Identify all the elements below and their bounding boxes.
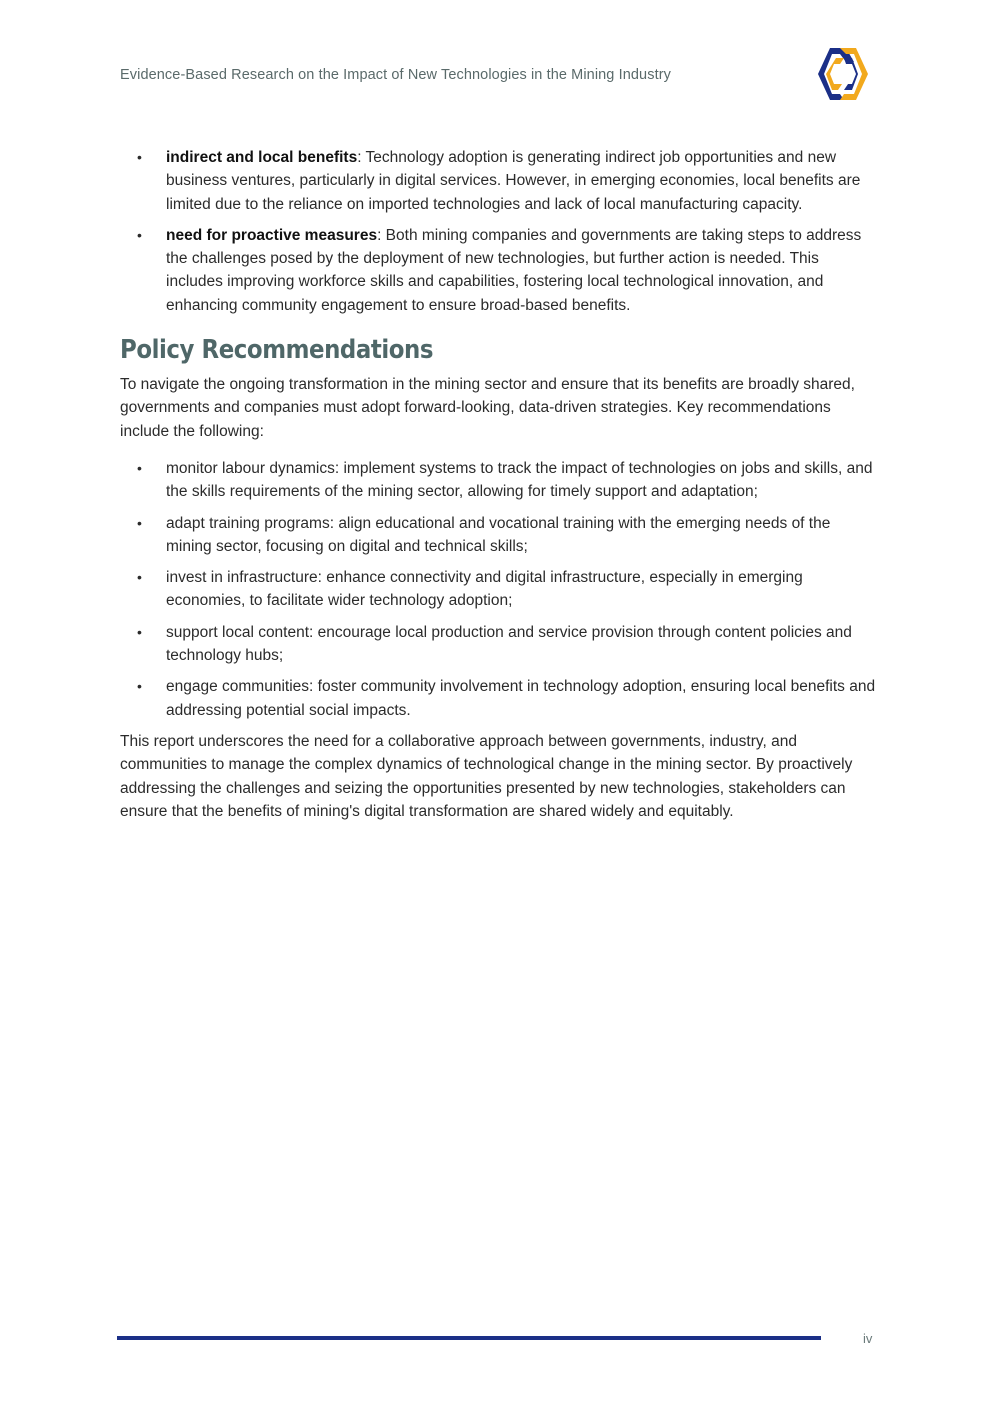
recommendation-item: • invest in infrastructure: enhance connectivity and digital infrastructure, especially in emerging economies, to facilitate wider technology adoption;: [120, 566, 880, 613]
findings-list: [120, 146, 880, 317]
bullet-icon: •: [137, 459, 142, 476]
finding-item: [120, 224, 880, 317]
finding-text: : Technology adoption is generating indirect job opportunities and new business ventures, particularly in digital services. However, in emerging economies, local benefits are limited due to the reliance on imported technologies and lack of local manufacturing capacity.: [166, 149, 861, 213]
page-body: [120, 146, 880, 837]
recommendation-item: • engage communities: foster community involvement in technology adoption, ensuring local benefits and addressing potential social impacts.: [120, 675, 880, 722]
recommendation-item: • monitor labour dynamics: implement systems to track the impact of technologies on jobs and skills, and the skills requirements of the mining sector, allowing for timely support and adaptation;: [120, 457, 880, 504]
bullet-icon: •: [137, 149, 142, 165]
finding-item: [120, 146, 880, 216]
bullet-icon: •: [137, 678, 142, 695]
section-heading: Policy Recommendations: [120, 335, 434, 366]
running-header-title: Evidence-Based Research on the Impact of New Technologies in the Mining Industry: [120, 67, 671, 83]
footer-rule: [117, 1336, 821, 1340]
bullet-icon: •: [137, 514, 142, 531]
page-number: iv: [863, 1331, 873, 1346]
recommendation-item: • support local content: encourage local production and service provision through content policies and technology hubs;: [120, 621, 880, 668]
recommendations-list: [120, 457, 880, 722]
bullet-icon: •: [137, 569, 142, 586]
closing-paragraph: This report underscores the need for a collaborative approach between governments, industry, and communities to manage the complex dynamics of technological change in the mining sector. By proactively addressing the challenges and seizing the opportunities presented by new technologies, stakeholders can ensure that the benefits of mining's digital transformation are shared widely and equitably.: [120, 732, 853, 820]
bullet-icon: •: [137, 226, 142, 243]
finding-text: : Both mining companies and governments are taking steps to address the challenges posed by the deployment of new technologies, but further action is needed. This includes improving workforce skills and capabilities, fostering local technological innovation, and enhancing community engagement to ensure broad-based benefits.: [166, 226, 862, 314]
hexagon-logo-icon: [810, 44, 876, 104]
recommendation-item: • adapt training programs: align educational and vocational training with the emerging needs of the mining sector, focusing on digital and technical skills;: [120, 512, 880, 559]
finding-term: indirect and local benefits: [166, 149, 358, 166]
bullet-icon: •: [137, 623, 142, 640]
policy-intro: To navigate the ongoing transformation in the mining sector and ensure that its benefits are broadly shared, governments and companies must adopt forward-looking, data-driven strategies. Key recommendations include the following:: [120, 376, 855, 440]
finding-term: need for proactive measures: [166, 226, 378, 244]
